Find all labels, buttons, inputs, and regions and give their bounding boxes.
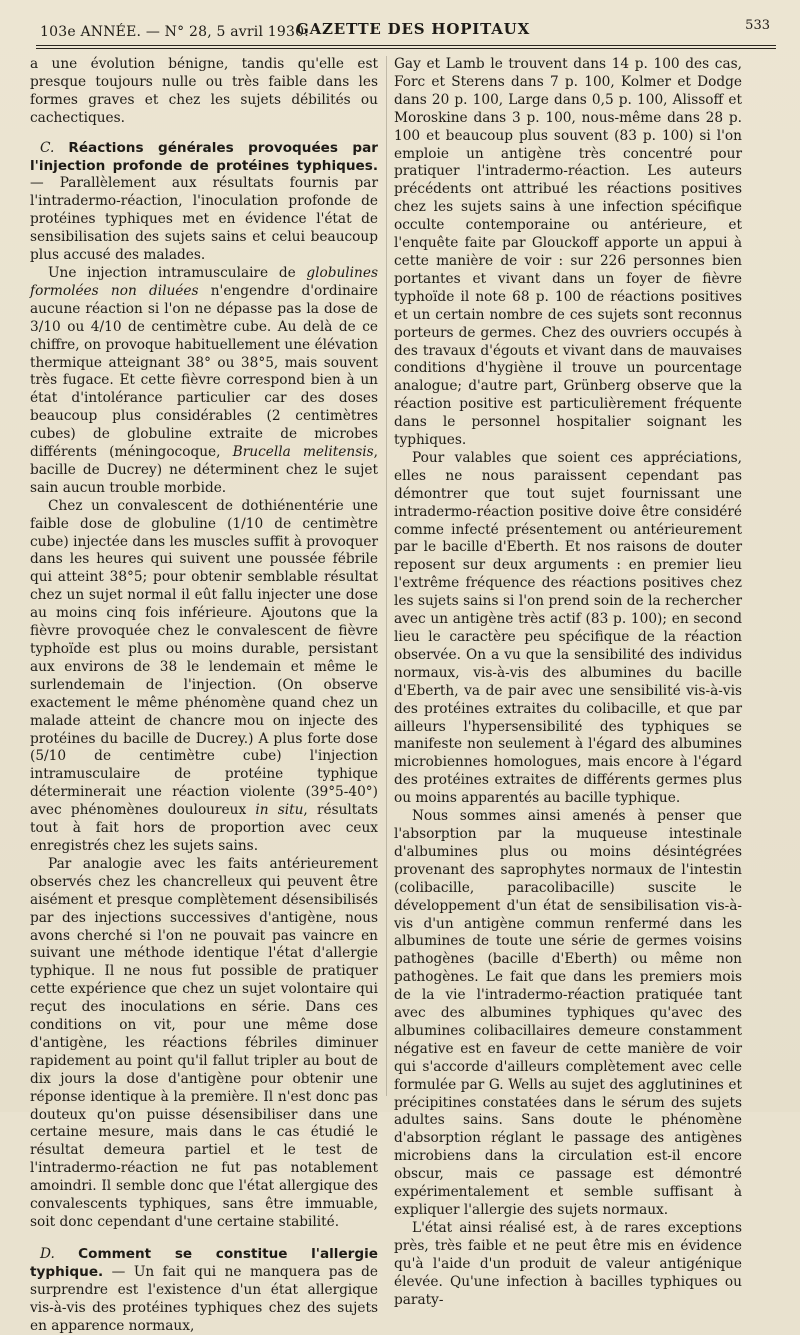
section-c-label: C. bbox=[40, 139, 55, 156]
page-header bbox=[40, 18, 770, 42]
italic-run: globulines formolées non diluées bbox=[30, 264, 378, 299]
paragraph: Par analogie avec les faits antérieurement observés chez les chancrelleux qui peuvent être aisément et presque complètement désensibilisés par des injections successives d'antigène, nous avons cherché si l'on ne pouvait pas vaincre en suivant une méthode identique l'état d'allergie typhique. Il ne nous fut possible de pratiquer cette expérience que chez un sujet volontaire qui reçut des inoculations en série. Dans ces conditions on vit, pour une même dose d'antigène, les réactions fébriles diminuer rapidement au point qu'il fallut tripler au bout de dix jours la dose d'antigène pour obtenir une réponse identique à la première. Il n'est donc pas douteux qu'on puisse désensibiliser dans une certaine mesure, mais dans le cas étudié le résultat demeura partiel et le test de l'intradermo-réaction ne fut pas notablement amoindri. Il semble donc que l'état allergique des convalescents typhiques, sans être immuable, soit donc cependant d'une certaine stabilité. bbox=[30, 855, 378, 1230]
paragraph: L'état ainsi réalisé est, à de rares exceptions près, très faible et ne peut être mis en évidence qu'à l'aide d'un produit de valeur antigénique élevée. Qu'une infection à bacilles typhiques ou paraty- bbox=[394, 1219, 742, 1308]
column-separator bbox=[386, 56, 387, 1096]
header-rule-double bbox=[36, 48, 776, 49]
text-run: , résultats tout à fait hors de proportion avec ceux enregistrés chez les sujets sains. bbox=[30, 802, 378, 854]
paragraph bbox=[30, 265, 378, 498]
section-c-title: Réactions générales provoquées par l'injection profonde de protéines typhiques. bbox=[30, 139, 378, 174]
header-volume-issue bbox=[40, 24, 309, 40]
issue-date: — N° 28, 5 avril 1930. bbox=[145, 24, 309, 40]
journal-title: GAZETTE DES HOPITAUX bbox=[296, 20, 531, 38]
paragraph: Gay et Lamb le trouvent dans 14 p. 100 des cas, Forc et Sterens dans 7 p. 100, Kolmer et Dodge dans 20 p. 100, Large dans 0,5 p. 100, Alissoff et Moroskine dans 3 p. 100, nous-même dans 28 p. 100 et beaucoup plus souvent (83 p. 100) si l'on emploie un antigène très concentré pour pratiquer l'intradermo-réaction. Les auteurs précédents ont attribué les réactions positives chez les sujets sains à une infection spécifique occulte contemporaine ou antérieure, et l'enquête faite par Glouckoff apporte un appui à cette manière de voir : sur 226 personnes bien portantes et vivant dans un foyer de fièvre typhoïde il note 68 p. 100 de réactions positives et un certain nombre de ces sujets sont reconnus porteurs de germes. Chez des ouvriers occupés à des travaux d'égouts et vivant dans de mauvaises conditions d'hygiène il trouve un pourcentage analogue; d'autre part, Grünberg observe que la réaction positive est particulièrement fréquente dans le personnel hospitalier soignant les typhiques. bbox=[394, 56, 742, 449]
left-column bbox=[30, 56, 378, 1334]
section-d-label: D. bbox=[40, 1245, 55, 1262]
header-rule bbox=[36, 45, 776, 46]
section-c bbox=[30, 140, 378, 265]
paragraph: a une évolution bénigne, tandis qu'elle est presque toujours nulle ou très faible dans les formes graves et chez les sujets débilités ou cachectiques. bbox=[30, 56, 378, 126]
text-run: Chez un convalescent de dothiénentérie une faible dose de globuline (1/10 de centimètre cube) injectée dans les muscles suffit à provoquer dans les heures qui suivent une poussée fébrile qui atteint 38°5; pour obtenir semblable résultat chez un sujet normal il eût fallu injecter une dose au moins cinq fois inférieure. Ajoutons que la fièvre provoquée chez le convalescent de fièvre typhoïde est plus ou moins durable, persistant aux environs de 38 le lendemain et même le surlendemain de l'injection. (On observe exactement le même phénomène quand chez un malade atteint de chancre mou on injecte des protéines du bacille de Ducrey.) A plus forte dose (5/10 de centimètre cube) l'injection intramusculaire de protéine typhique déterminerait une réaction violente (39°5-40°) avec phénomènes douloureux bbox=[30, 497, 378, 819]
italic-run: Brucella melitensis bbox=[232, 444, 374, 461]
italic-run: in situ bbox=[255, 802, 304, 819]
section-d bbox=[30, 1246, 378, 1335]
right-column bbox=[394, 56, 742, 1308]
text-run: , bacille de Ducrey) ne déterminent chez le sujet sain aucun trouble morbide. bbox=[30, 444, 378, 496]
volume-label: 103e ANNÉE. bbox=[40, 24, 142, 40]
paragraph: Nous sommes ainsi amenés à penser que l'absorption par la muqueuse intestinale d'albumines plus ou moins désintégrées provenant des saprophytes normaux de l'intestin (colibacille, paracolibacille) suscite le développement d'un état de sensibilisation vis-à-vis d'un antigène commun renfermé dans les albumines de toute une série de germes voisins pathogènes (bacille d'Eberth) ou même non pathogènes. Le fait que dans les premiers mois de la vie l'intradermo-réaction pratiquée tant avec des albumines typhiques qu'avec des albumines colibacillaires demeure constamment négative est en faveur de cette manière de voir qui s'accorde d'ailleurs complètement avec celle formulée par G. Wells au sujet des agglutinines et précipitines constatées dans le sérum des sujets adultes sains. Sans doute le phénomène d'absorption réglant le passage des antigènes microbiens dans la circulation est-il encore obscur, mais ce passage est démontré expérimentalement et semble suffisant à expliquer l'allergie des sujets normaux. bbox=[394, 808, 742, 1218]
text-run: Une injection intramusculaire de bbox=[48, 264, 307, 281]
paragraph: Pour valables que soient ces appréciations, elles ne nous paraissent cependant pas démontrer que tout sujet fournissant une intradermo-réaction positive doive être considéré comme infecté présentement ou antérieurement par le bacille d'Eberth. Et nos raisons de douter reposent sur deux arguments : en premier lieu l'extrême fréquence des réactions positives chez les sujets sains si l'on prend soin de la rechercher avec un antigène très actif (83 p. 100); en second lieu le caractère peu spécifique de la réaction observée. On a vu que la sensibilité des individus normaux, vis-à-vis des albumines du bacille d'Eberth, va de pair avec une sensibilité vis-à-vis des protéines extraites du colibacille, et que par ailleurs l'hypersensibilité des typhiques se manifeste non seulement à l'égard des albumines microbiennes homologues, mais encore à l'égard des protéines extraites de différents germes plus ou moins apparentés au bacille typhique. bbox=[394, 449, 742, 807]
page-number: 533 bbox=[745, 18, 770, 33]
section-d-title: Comment se constitue l'allergie typhique. bbox=[30, 1245, 378, 1280]
paragraph bbox=[30, 498, 378, 856]
section-c-text: — Parallèlement aux résultats fournis par l'intradermo-réaction, l'inoculation profonde de protéines typhiques met en évidence l'état de sensibilisation des sujets sains et celui beaucoup plus accusé des malades. bbox=[30, 175, 378, 264]
text-run: n'engendre d'ordinaire aucune réaction si l'on ne dépasse pas la dose de 3/10 ou 4/10 de centimètre cube. Au delà de ce chiffre, on provoque habituellement une élévation thermique atteignant 38° ou 38°5, mais souvent très fugace. Et cette fièvre correspond bien à un état d'intolérance particulier car des doses beaucoup plus considérables (2 centimètres cubes) de globuline extraite de microbes différents (méningocoque, bbox=[30, 282, 378, 461]
section-d-text: — Un fait qui ne manquera pas de surprendre est l'existence d'un état allergique vis-à-vis des protéines typhiques chez des sujets en apparence normaux, bbox=[30, 1263, 378, 1334]
